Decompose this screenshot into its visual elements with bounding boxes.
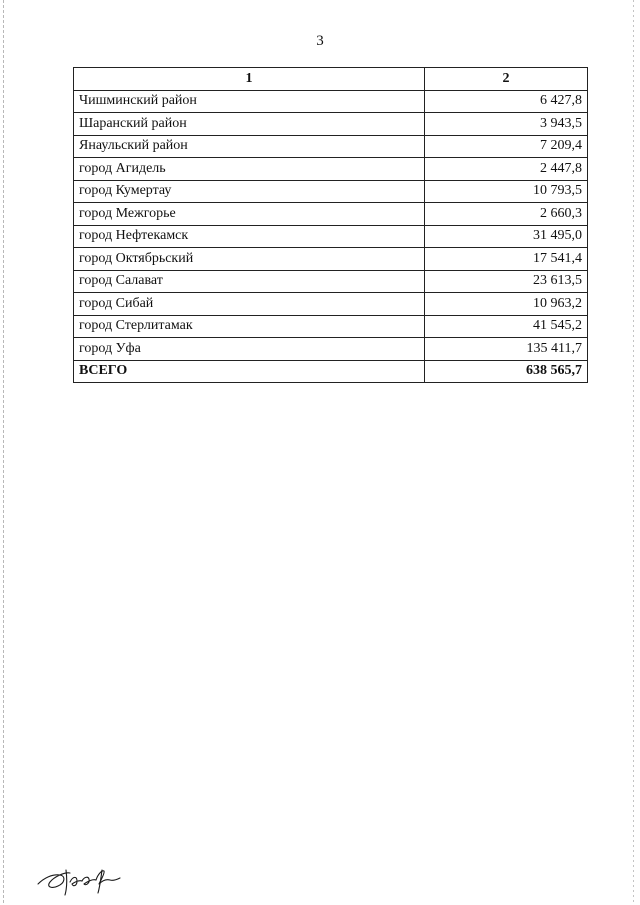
table-row — [74, 203, 588, 226]
table-header-row — [74, 68, 588, 91]
row-name-cell: город Нефтекамск — [74, 225, 425, 248]
row-value-cell: 6 427,8 — [425, 90, 588, 113]
column-header-1: 1 — [74, 68, 425, 91]
row-name-cell: город Агидель — [74, 158, 425, 181]
row-value-cell: 10 793,5 — [425, 180, 588, 203]
table-row — [74, 338, 588, 361]
row-name-cell: Шаранский район — [74, 113, 425, 136]
table-row — [74, 90, 588, 113]
row-value-cell: 31 495,0 — [425, 225, 588, 248]
scan-border-right — [633, 0, 634, 905]
table-row — [74, 158, 588, 181]
row-name-cell: город Октябрьский — [74, 248, 425, 271]
row-name-cell: город Сибай — [74, 293, 425, 316]
row-value-cell: 2 660,3 — [425, 203, 588, 226]
row-value-cell: 2 447,8 — [425, 158, 588, 181]
row-value-cell: 7 209,4 — [425, 135, 588, 158]
row-name-cell: город Уфа — [74, 338, 425, 361]
row-name-cell: Чишминский район — [74, 90, 425, 113]
total-row — [74, 360, 588, 383]
page-number: 3 — [316, 33, 324, 49]
row-value-cell: 3 943,5 — [425, 113, 588, 136]
data-table — [73, 67, 588, 383]
table-row — [74, 293, 588, 316]
table-row — [74, 225, 588, 248]
column-header-2: 2 — [425, 68, 588, 91]
table-row — [74, 248, 588, 271]
handwritten-signature — [36, 858, 136, 898]
row-name-cell: город Стерлитамак — [74, 315, 425, 338]
table-row — [74, 135, 588, 158]
total-value-cell: 638 565,7 — [425, 360, 588, 383]
row-value-cell: 41 545,2 — [425, 315, 588, 338]
table-row — [74, 180, 588, 203]
row-name-cell: город Кумертау — [74, 180, 425, 203]
table-row — [74, 315, 588, 338]
row-value-cell: 17 541,4 — [425, 248, 588, 271]
row-name-cell: город Межгорье — [74, 203, 425, 226]
row-name-cell: Янаульский район — [74, 135, 425, 158]
scan-border-left — [3, 0, 4, 905]
table-row — [74, 113, 588, 136]
total-label-cell: ВСЕГО — [74, 360, 425, 383]
row-value-cell: 10 963,2 — [425, 293, 588, 316]
row-value-cell: 135 411,7 — [425, 338, 588, 361]
row-name-cell: город Салават — [74, 270, 425, 293]
table-row — [74, 270, 588, 293]
row-value-cell: 23 613,5 — [425, 270, 588, 293]
